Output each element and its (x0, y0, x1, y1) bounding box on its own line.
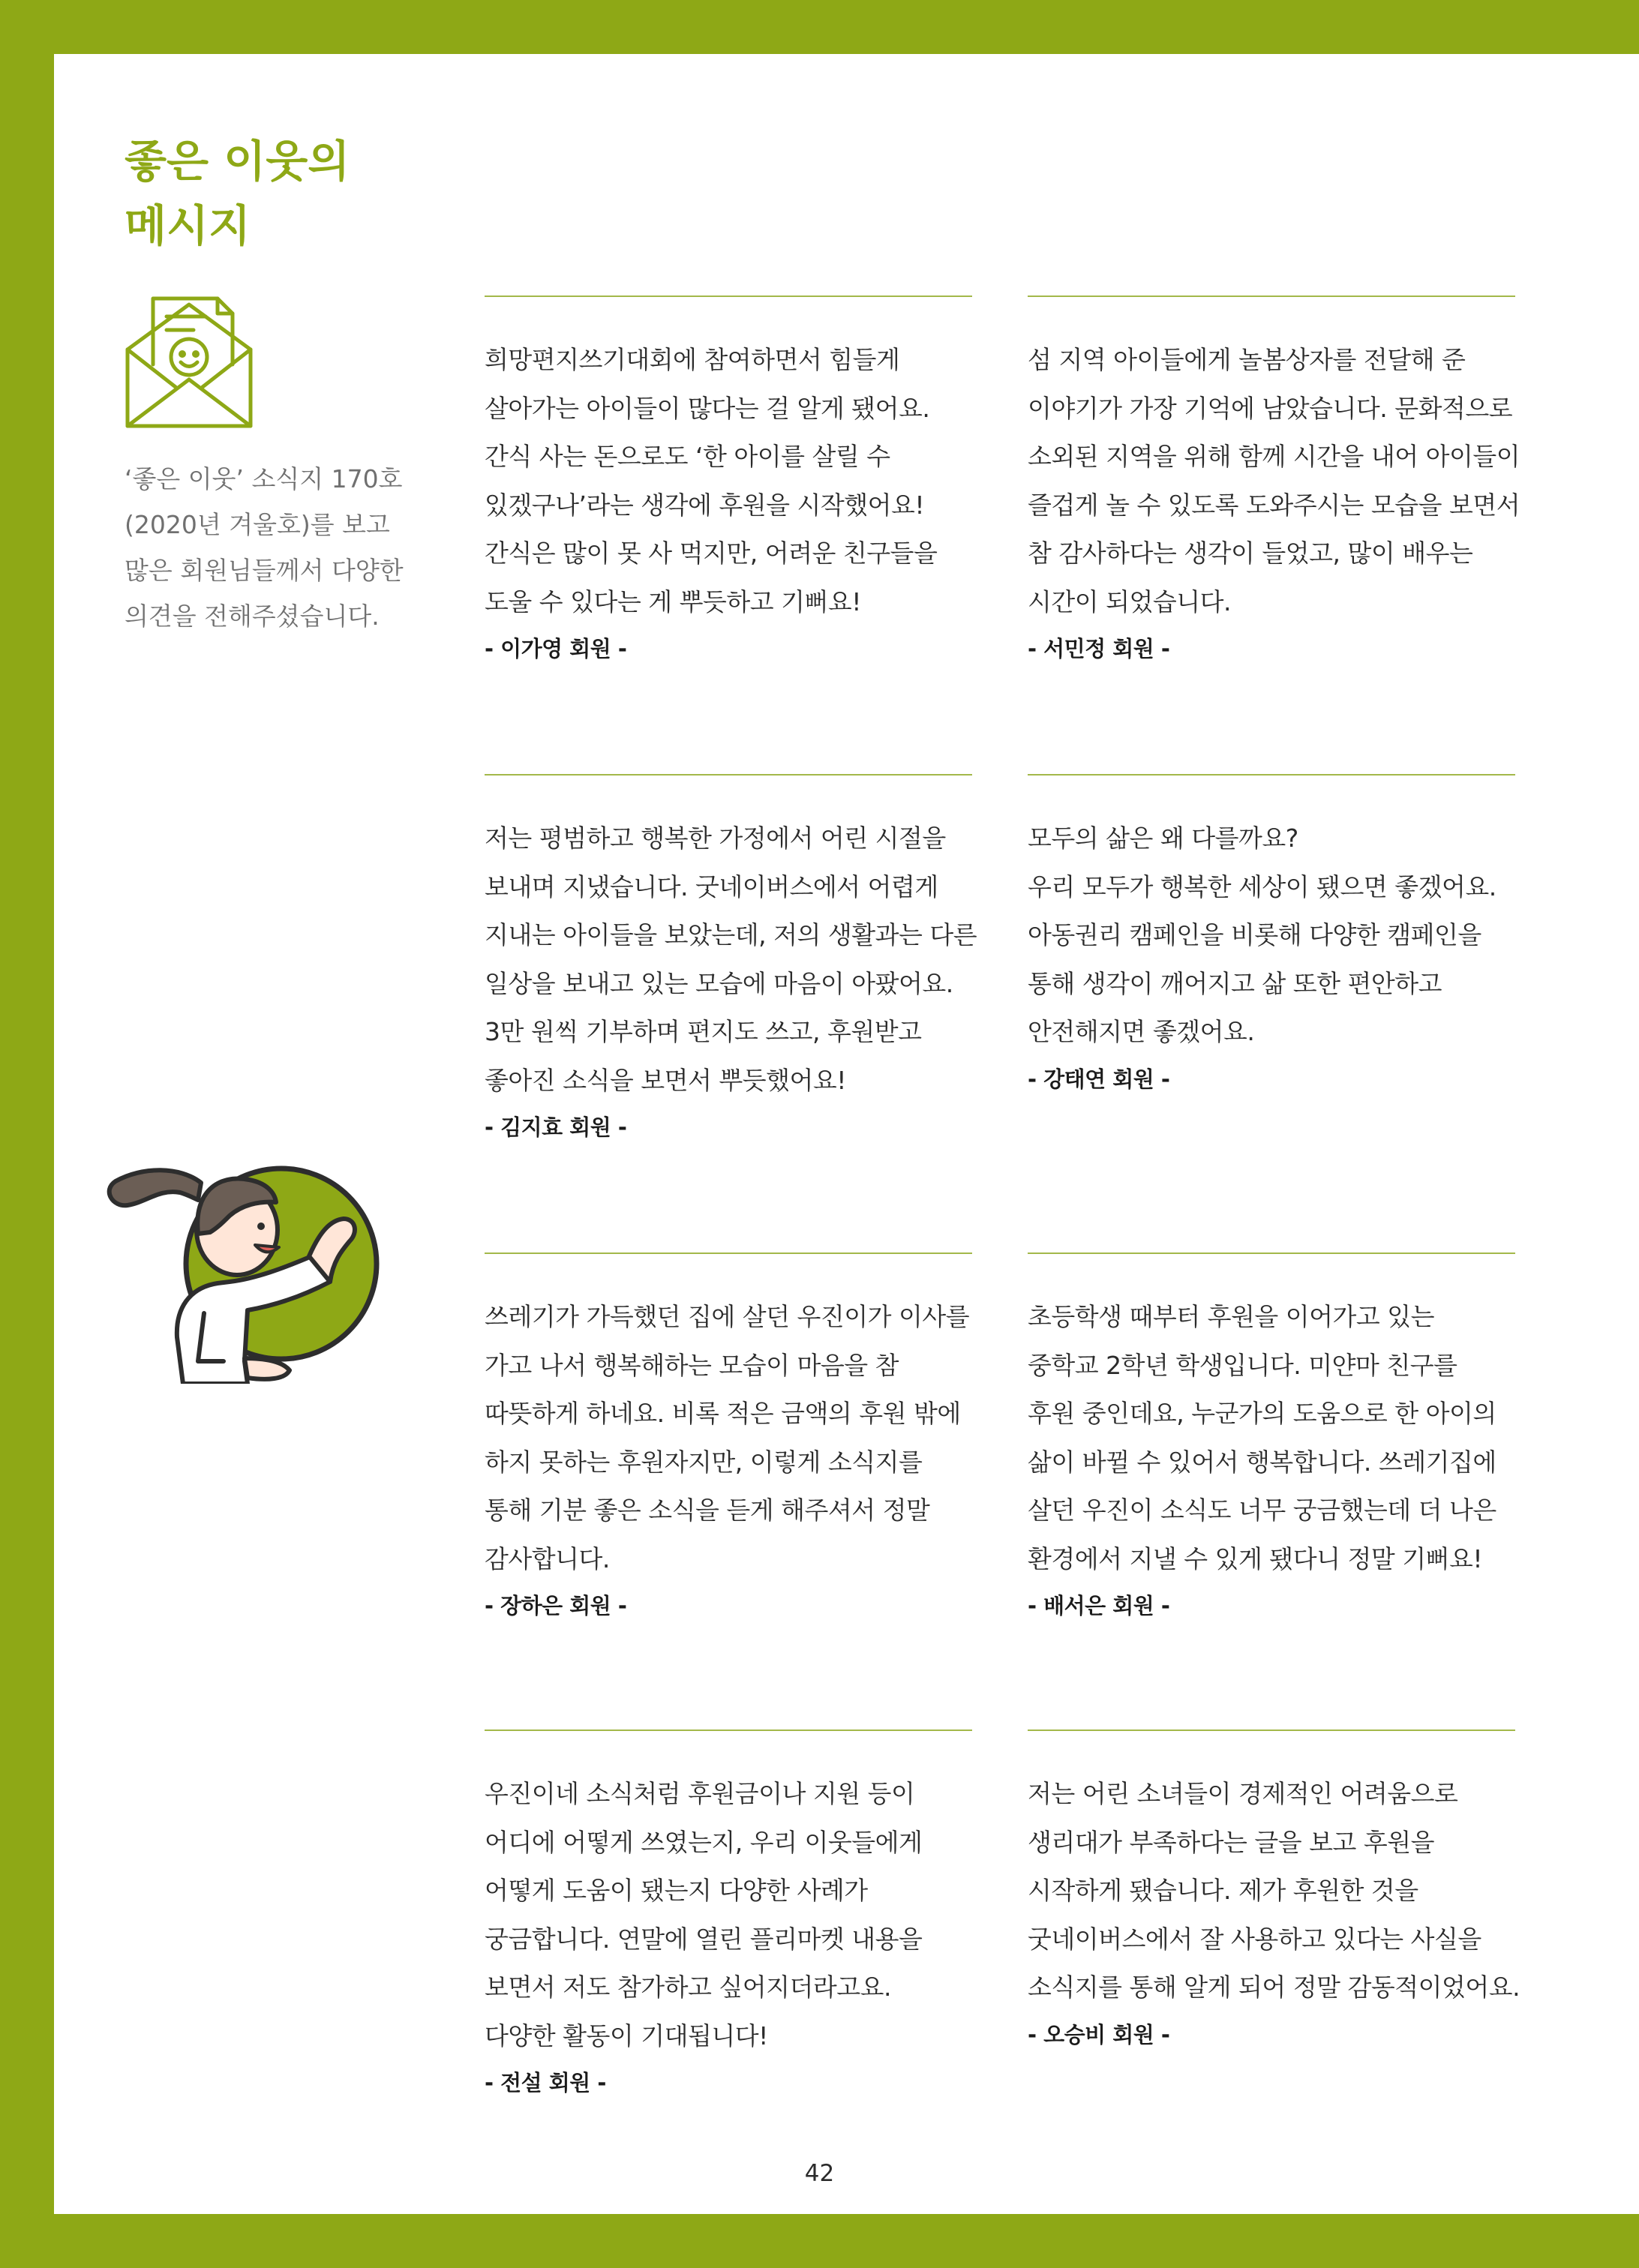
intro-line: 많은 회원님들께서 다양한 (125, 556, 404, 585)
message-line: 가고 나서 행복해하는 모습이 마음을 참 (485, 1350, 899, 1380)
message-author: - 전설 회원 - (485, 2070, 606, 2096)
message-line: 간식 사는 돈으로도 ‘한 아이를 살릴 수 (485, 442, 890, 471)
message-line: 안전해지면 좋겠어요. (1028, 1017, 1255, 1046)
message-line: 있겠구나’라는 생각에 후원을 시작했어요! (485, 490, 925, 520)
message-line: 감사합니다. (485, 1544, 610, 1574)
intro-line: 의견을 전해주셨습니다. (125, 602, 380, 631)
message-line: 도울 수 있다는 게 뿌듯하고 기뻐요! (485, 586, 861, 616)
divider (1028, 1730, 1515, 1731)
message-text (1028, 1770, 1520, 2012)
message-line: 보내며 지냈습니다. 굿네이버스에서 어렵게 (485, 872, 938, 902)
message-card (485, 296, 972, 671)
message-line: 보면서 저도 참가하고 싶어지더라고요. (485, 1972, 892, 2002)
message-line: 어떻게 도움이 됐는지 다양한 사례가 (485, 1876, 868, 1905)
title-line: 메시지 (125, 200, 251, 251)
message-line: 즐겁게 놀 수 있도록 도와주시는 모습을 보면서 (1028, 490, 1520, 520)
message-line: 쓰레기가 가득했던 집에 살던 우진이가 이사를 (485, 1302, 970, 1331)
envelope-letter-icon (122, 291, 257, 434)
message-author: - 장하은 회원 - (485, 1593, 627, 1618)
message-line: 어디에 어떻게 쓰였는지, 우리 이웃들에게 (485, 1827, 923, 1857)
message-line: 아동권리 캠페인을 비롯해 다양한 캠페인을 (1028, 920, 1481, 950)
message-author: - 강태연 회원 - (1028, 1066, 1170, 1092)
message-line: 저는 평범하고 행복한 가정에서 어린 시절을 (485, 824, 946, 853)
message-line: 따뜻하게 하네요. 비록 적은 금액의 후원 밖에 (485, 1399, 961, 1428)
message-line: 3만 원씩 기부하며 편지도 쓰고, 후원받고 (485, 1017, 922, 1046)
message-text (1028, 814, 1515, 1057)
message-author: - 배서은 회원 - (1028, 1593, 1170, 1618)
message-line: 희망편지쓰기대회에 참여하면서 힘들게 (485, 345, 900, 374)
message-author: - 오승비 회원 - (1028, 2021, 1170, 2048)
message-line: 다양한 활동이 기대됩니다! (485, 2020, 768, 2050)
message-line: 저는 어린 소녀들이 경제적인 어려움으로 (1028, 1779, 1458, 1808)
message-text (485, 336, 972, 626)
message-line: 시작하게 됐습니다. 제가 후원한 것을 (1028, 1876, 1418, 1905)
message-line: 살던 우진이 소식도 너무 궁금했는데 더 나은 (1028, 1496, 1496, 1525)
divider (485, 1252, 972, 1254)
message-line: 섬 지역 아이들에게 놀봄상자를 전달해 준 (1028, 345, 1466, 374)
message-line: 생리대가 부족하다는 글을 보고 후원을 (1028, 1827, 1435, 1857)
message-line: 초등학생 때부터 후원을 이어가고 있는 (1028, 1302, 1435, 1331)
message-line: 궁금합니다. 연말에 열린 플리마켓 내용을 (485, 1924, 923, 1954)
divider (1028, 774, 1515, 776)
message-line: 소외된 지역을 위해 함께 시간을 내어 아이들이 (1028, 442, 1520, 471)
message-line: 이야기가 가장 기억에 남았습니다. 문화적으로 (1028, 393, 1513, 423)
divider (485, 1730, 972, 1731)
divider (485, 296, 972, 297)
page-title (125, 129, 440, 258)
message-card (485, 1730, 972, 2105)
message-text (485, 1293, 972, 1583)
divider (1028, 296, 1515, 297)
message-card (1028, 296, 1520, 671)
message-card (1028, 774, 1515, 1102)
message-card (1028, 1730, 1520, 2057)
divider (1028, 1252, 1515, 1254)
message-line: 간식은 많이 못 사 먹지만, 어려운 친구들을 (485, 538, 938, 568)
message-line: 우리 모두가 행복한 세상이 됐으면 좋겠어요. (1028, 872, 1496, 902)
message-line: 소식지를 통해 알게 되어 정말 감동적이었어요. (1028, 1972, 1520, 2002)
message-text (485, 814, 977, 1105)
intro-line: ‘좋은 이웃’ 소식지 170호 (125, 464, 403, 494)
message-line: 중학교 2학년 학생입니다. 미얀마 친구를 (1028, 1350, 1457, 1380)
message-author: - 서민정 회원 - (1028, 636, 1170, 662)
message-card (485, 1252, 972, 1628)
message-line: 굿네이버스에서 잘 사용하고 있다는 사실을 (1028, 1924, 1481, 1954)
message-text (1028, 336, 1520, 626)
intro-line: (2020년 겨울호)를 보고 (125, 510, 390, 539)
message-card (485, 774, 977, 1150)
message-line: 참 감사하다는 생각이 들었고, 많이 배우는 (1028, 538, 1473, 568)
message-card (1028, 1252, 1515, 1628)
message-text (1028, 1293, 1515, 1583)
message-author: - 김지효 회원 - (485, 1114, 627, 1140)
message-line: 시간이 되었습니다. (1028, 586, 1232, 616)
message-line: 모두의 삶은 왜 다를까요? (1028, 824, 1298, 853)
message-line: 지내는 아이들을 보았는데, 저의 생활과는 다른 (485, 920, 977, 950)
waving-girl-illustration (105, 1136, 390, 1384)
title-line: 좋은 이웃의 (125, 136, 350, 187)
intro-text (125, 456, 425, 639)
message-line: 좋아진 소식을 보면서 뿌듯했어요! (485, 1065, 846, 1095)
divider (485, 774, 972, 776)
page-number: 42 (804, 2160, 835, 2187)
message-line: 환경에서 지낼 수 있게 됐다니 정말 기뻐요! (1028, 1544, 1483, 1574)
message-line: 일상을 보내고 있는 모습에 마음이 아팠어요. (485, 968, 953, 998)
message-author: - 이가영 회원 - (485, 636, 627, 662)
message-line: 하지 못하는 후원자지만, 이렇게 소식지를 (485, 1447, 923, 1477)
message-line: 통해 기분 좋은 소식을 듣게 해주셔서 정말 (485, 1496, 930, 1525)
message-line: 후원 중인데요, 누군가의 도움으로 한 아이의 (1028, 1399, 1496, 1428)
message-text (485, 1770, 972, 2060)
message-line: 살아가는 아이들이 많다는 걸 알게 됐어요. (485, 393, 930, 423)
message-line: 삶이 바뀔 수 있어서 행복합니다. 쓰레기집에 (1028, 1447, 1496, 1477)
message-line: 통해 생각이 깨어지고 삶 또한 편안하고 (1028, 968, 1442, 998)
message-line: 우진이네 소식처럼 후원금이나 지원 등이 (485, 1779, 915, 1808)
